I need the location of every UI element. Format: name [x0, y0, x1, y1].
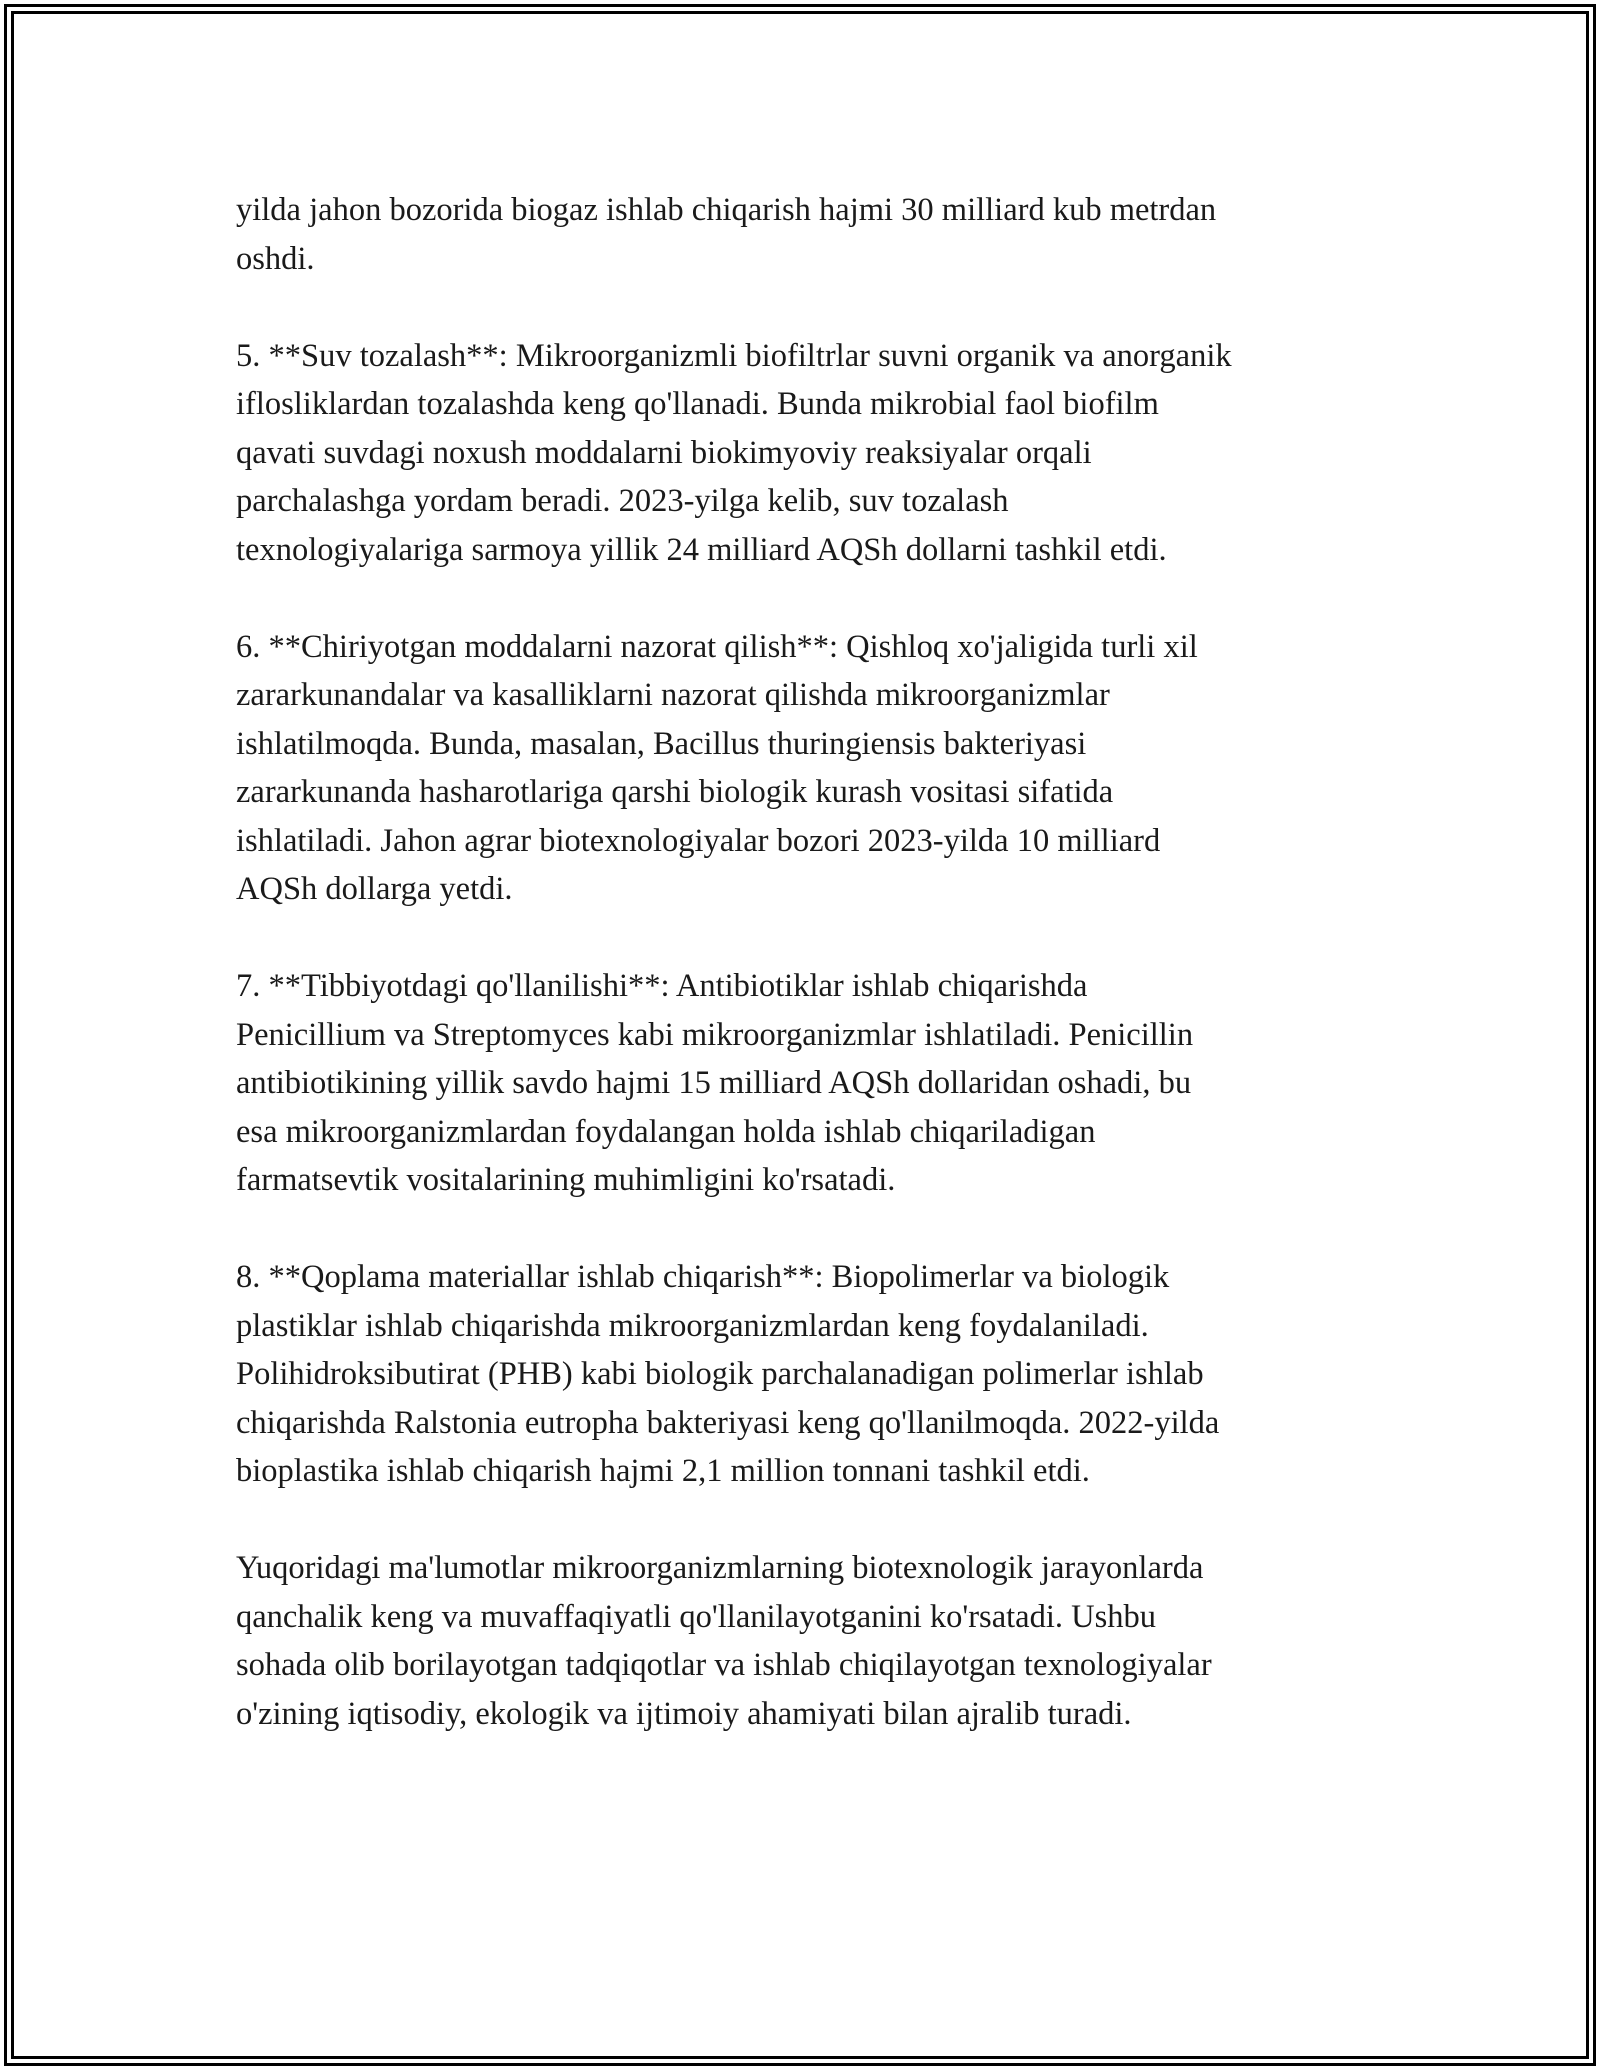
paragraph-bioplastics: 8. **Qoplama materiallar ishlab chiqarish**: Biopolimerlar va biologik plastiklar ishlab chiqarishda mikroorganizmlardan keng foydalaniladi. Polihidroksibutirat (PHB) kabi biologik parchalanadigan polimerlar ishlab chiqarishda Ralstonia eutropha bakteriyasi keng qo'llanilmoqda. 2022-yilda bioplastika ishlab chiqarish hajmi 2,1 million tonnani tashkil etdi.	[236, 1259, 1220, 1489]
paragraph-conclusion: Yuqoridagi ma'lumotlar mikroorganizmlarning biotexnologik jarayonlarda qanchalik keng va muvaffaqiyatli qo'llanilayotganini ko'rsatadi. Ushbu sohada olib borilayotgan tadqiqotlar va ishlab chiqilayotgan texnologiyalar o'zining iqtisodiy, ekologik va ijtimoiy ahamiyati bilan ajralib turadi.	[236, 1550, 1212, 1732]
paragraph-water-treatment: 5. **Suv tozalash**: Mikroorganizmli biofiltrlar suvni organik va anorganik iflosliklardan tozalashda keng qo'llanadi. Bunda mikrobial faol biofilm qavati suvdagi noxush moddalarni biokimyoviy reaksiyalar orqali parchalashga yordam beradi. 2023-yilga kelib, suv tozalash texnologiyalariga sarmoya yillik 24 milliard AQSh dollarni tashkil etdi.	[236, 337, 1232, 568]
document-body	[236, 186, 1386, 1738]
paragraph-biogas-continuation: yilda jahon bozorida biogaz ishlab chiqarish hajmi 30 milliard kub metrdan oshdi.	[236, 192, 1217, 277]
paragraph-medicine: 7. **Tibbiyotdagi qo'llanilishi**: Antibiotiklar ishlab chiqarishda Penicillium va Streptomyces kabi mikroorganizmlar ishlatiladi. Penicillin antibiotikining yillik savdo hajmi 15 milliard AQSh dollaridan oshadi, bu esa mikroorganizmlardan foydalangan holda ishlab chiqariladigan farmatsevtik vositalarining muhimligini ko'rsatadi.	[236, 968, 1194, 1198]
paragraph-pest-control: 6. **Chiriyotgan moddalarni nazorat qilish**: Qishloq xo'jaligida turli xil zararkunandalar va kasalliklarni nazorat qilishda mikroorganizmlar ishlatilmoqda. Bunda, masalan, Bacillus thuringiensis bakteriyasi zararkunanda hasharotlariga qarshi biologik kurash vositasi sifatida ishlatiladi. Jahon agrar biotexnologiyalar bozori 2023-yilda 10 milliard AQSh dollarga yetdi.	[236, 628, 1198, 907]
